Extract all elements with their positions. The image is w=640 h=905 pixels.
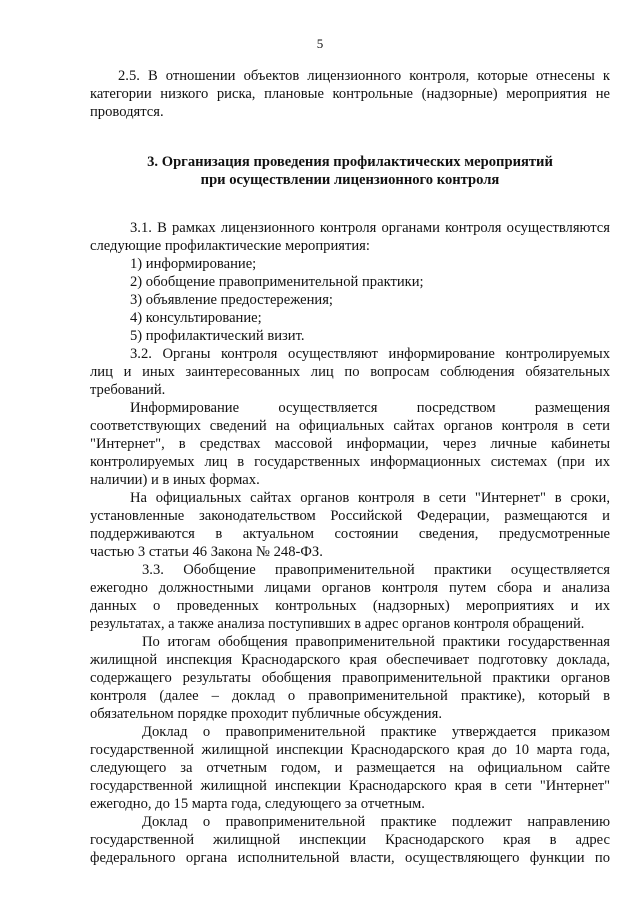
text-line: жилищной инспекция Краснодарского края обеспечивает подготовку доклада,: [90, 652, 610, 668]
text-line: частью 3 статьи 46 Закона № 248-ФЗ.: [90, 544, 323, 560]
text-line: контролируемых лиц в государственных информационных системах (при их: [90, 454, 610, 470]
text-line: 3.3. Обобщение правоприменительной практики осуществляется: [142, 562, 610, 578]
text-line: ежегодно, до 15 марта года, следующего за отчетным.: [90, 796, 425, 812]
text-line: федерального органа исполнительной власти, осуществляющего функции по: [90, 850, 610, 866]
text-line: следующего за отчетным годом, и размещается на официальном сайте: [90, 760, 610, 776]
text-line: наличии) и в иных формах.: [90, 472, 260, 488]
list-item: 5) профилактический визит.: [130, 328, 305, 344]
list-item: 4) консультирование;: [130, 310, 262, 326]
text-line: государственной жилищной инспекции Краснодарского края в адрес: [90, 832, 610, 848]
text-line: следующие профилактические мероприятия:: [90, 238, 370, 254]
text-line: содержащего результаты обобщения правоприменительной практики органов: [90, 670, 610, 686]
text-line: 3.1. В рамках лицензионного контроля органами контроля осуществляются: [130, 220, 610, 236]
page-number: 5: [316, 36, 324, 51]
text-line: поддерживаются в актуальном состоянии сведения, предусмотренные: [90, 526, 610, 542]
text-line: Доклад о правоприменительной практике утверждается приказом: [142, 724, 610, 740]
list-item: 3) объявление предостережения;: [130, 292, 333, 308]
text-line: контроля (далее – доклад о правоприменительной практике), который в: [90, 688, 610, 704]
text-line: 2.5. В отношении объектов лицензионного контроля, которые отнесены к: [118, 68, 610, 84]
text-line: государственной жилищной инспекции Краснодарского края до 10 марта года,: [90, 742, 610, 758]
text-line: По итогам обобщения правоприменительной практики государственная: [142, 634, 610, 650]
text-line: соответствующих сведений на официальных сайтах органов контроля в сети: [90, 418, 610, 434]
text-line: Доклад о правоприменительной практике подлежит направлению: [142, 814, 610, 830]
text-line: обязательном порядке проходит публичные обсуждения.: [90, 706, 442, 722]
text-line: категории низкого риска, плановые контрольные (надзорные) мероприятия не: [90, 86, 610, 102]
text-line: данных о проведенных контрольных (надзорных) мероприятиях и их: [90, 598, 610, 614]
text-line: 3.2. Органы контроля осуществляют информирование контролируемых: [130, 346, 610, 362]
text-line: "Интернет", в средствах массовой информации, через личные кабинеты: [90, 436, 610, 452]
section-heading: 3. Организация проведения профилактических мероприятий: [147, 154, 553, 170]
list-item: 2) обобщение правоприменительной практики;: [130, 274, 424, 290]
text-line: ежегодно должностными лицами органов контроля путем сбора и анализа: [90, 580, 610, 596]
text-line: Информирование осуществляется посредством размещения: [130, 400, 610, 416]
text-line: установленные законодательством Российской Федерации, размещаются и: [90, 508, 610, 524]
text-line: требований.: [90, 382, 166, 398]
text-line: результатах, а также анализа поступивших в адрес органов контроля обращений.: [90, 616, 585, 632]
list-item: 1) информирование;: [130, 256, 257, 272]
text-line: На официальных сайтах органов контроля в сети "Интернет" в сроки,: [130, 490, 610, 506]
section-heading: при осуществлении лицензионного контроля: [200, 172, 500, 188]
text-line: лиц и иных заинтересованных лиц по вопросам соблюдения обязательных: [90, 364, 610, 380]
text-line: государственной жилищной инспекции Краснодарского края в сети "Интернет": [90, 778, 610, 794]
text-line: проводятся.: [90, 104, 164, 120]
